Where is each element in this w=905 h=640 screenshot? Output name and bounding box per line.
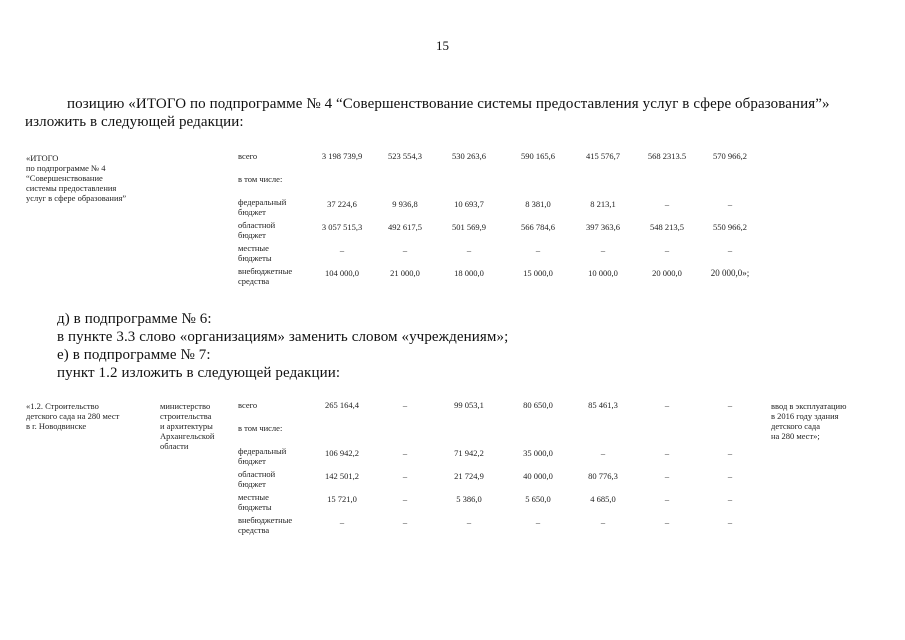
value-cell: – bbox=[466, 517, 472, 527]
value-cell: 80 650,0 bbox=[523, 400, 553, 410]
row-label-line: всего bbox=[238, 400, 258, 410]
value-cell: 570 966,2 bbox=[713, 151, 747, 161]
value-cell: 397 363,6 bbox=[586, 222, 620, 232]
value-cell: 15 721,0 bbox=[327, 494, 357, 504]
table2-item-line: детского сада на 280 мест bbox=[26, 411, 120, 421]
value-cell: – bbox=[402, 471, 408, 481]
page-number: 15 bbox=[436, 38, 449, 53]
value-cell: – bbox=[727, 448, 733, 458]
row-label bbox=[238, 220, 275, 240]
value-cell: 530 263,6 bbox=[452, 151, 486, 161]
value-cell: 501 569,9 bbox=[452, 222, 486, 232]
value-cell: 15 000,0 bbox=[523, 268, 553, 278]
table2-result-line: ввод в эксплуатацию bbox=[771, 401, 847, 411]
row-label-line: внебюджетные bbox=[238, 515, 293, 525]
table1-title-line: “Совершенствование bbox=[26, 173, 103, 183]
row-label-line: средства bbox=[238, 276, 270, 286]
value-cell: 10 693,7 bbox=[454, 199, 484, 209]
value-cell: 40 000,0 bbox=[523, 471, 553, 481]
value-cell: – bbox=[339, 517, 345, 527]
row-label-line: местные bbox=[238, 492, 269, 502]
table1-title bbox=[26, 153, 126, 203]
value-cell: – bbox=[600, 448, 606, 458]
value-cell: 20 000,0»; bbox=[710, 268, 750, 278]
value-cell: 10 000,0 bbox=[588, 268, 618, 278]
row-label bbox=[238, 243, 272, 263]
body-line-d: д) в подпрограмме № 6: bbox=[57, 311, 212, 327]
value-cell: 106 942,2 bbox=[325, 448, 359, 458]
row-label-line: бюджет bbox=[238, 479, 266, 489]
table2-executor bbox=[160, 401, 214, 451]
value-cell: 71 942,2 bbox=[454, 448, 484, 458]
value-cell: 568 2313.5 bbox=[647, 151, 687, 161]
value-cell: 18 000,0 bbox=[454, 268, 484, 278]
value-cell: 9 936,8 bbox=[392, 199, 418, 209]
value-cell: – bbox=[727, 245, 733, 255]
intro-line-1: позицию «ИТОГО по подпрограмме № 4 “Совершенствование системы предоставления услуг в сфере образования”» bbox=[67, 96, 830, 112]
table2-executor-line: и архитектуры bbox=[160, 421, 213, 431]
value-cell: – bbox=[402, 494, 408, 504]
row-label bbox=[238, 400, 257, 410]
row-label bbox=[238, 515, 292, 535]
table2-executor-line: области bbox=[160, 441, 189, 451]
value-cell: 590 165,6 bbox=[521, 151, 555, 161]
table2-item-line: в г. Новодвинске bbox=[26, 421, 87, 431]
value-cell: 104 000,0 bbox=[325, 268, 359, 278]
value-cell: 415 576,7 bbox=[586, 151, 620, 161]
value-cell: – bbox=[402, 448, 408, 458]
value-cell: 265 164,4 bbox=[325, 400, 359, 410]
row-label-line: бюджет bbox=[238, 230, 266, 240]
value-cell: 5 650,0 bbox=[525, 494, 551, 504]
value-cell: – bbox=[727, 494, 733, 504]
body-line-replace: в пункте 3.3 слово «организациям» заменить словом «учреждениям»; bbox=[57, 329, 509, 345]
value-cell: – bbox=[664, 245, 670, 255]
table2-result-line: на 280 мест»; bbox=[771, 431, 820, 441]
row-label bbox=[238, 266, 292, 286]
table1-title-line: услуг в сфере образования” bbox=[26, 193, 127, 203]
value-cell: 8 381,0 bbox=[525, 199, 551, 209]
value-cell: 4 685,0 bbox=[590, 494, 616, 504]
row-label-line: внебюджетные bbox=[238, 266, 293, 276]
value-cell: – bbox=[600, 517, 606, 527]
row-label-line: в том числе: bbox=[238, 423, 283, 433]
value-cell: – bbox=[664, 199, 670, 209]
value-cell: – bbox=[535, 245, 541, 255]
value-cell: – bbox=[664, 517, 670, 527]
body-line-e: е) в подпрограмме № 7: bbox=[57, 347, 211, 363]
value-cell: – bbox=[600, 245, 606, 255]
table2-executor-line: Архангельской bbox=[160, 431, 215, 441]
value-cell: 492 617,5 bbox=[388, 222, 422, 232]
intro-line-2: изложить в следующей редакции: bbox=[25, 114, 244, 130]
table1-title-line: «ИТОГО bbox=[26, 153, 59, 163]
table2-result-line: детского сада bbox=[771, 421, 821, 431]
row-label-line: местные bbox=[238, 243, 269, 253]
row-label-line: всего bbox=[238, 151, 258, 161]
table2-item bbox=[26, 401, 119, 431]
value-cell: – bbox=[402, 400, 408, 410]
value-cell: – bbox=[535, 517, 541, 527]
row-label bbox=[238, 492, 272, 512]
row-label-line: бюджет bbox=[238, 456, 266, 466]
value-cell: – bbox=[402, 245, 408, 255]
value-cell: 523 554,3 bbox=[388, 151, 422, 161]
value-cell: 35 000,0 bbox=[523, 448, 553, 458]
table1-title-line: системы предоставления bbox=[26, 183, 117, 193]
row-label-line: бюджет bbox=[238, 207, 266, 217]
row-label-line: в том числе: bbox=[238, 174, 283, 184]
value-cell: – bbox=[727, 471, 733, 481]
value-cell: – bbox=[664, 400, 670, 410]
table2-result bbox=[771, 401, 846, 441]
value-cell: 550 966,2 bbox=[713, 222, 747, 232]
value-cell: – bbox=[727, 400, 733, 410]
row-label bbox=[238, 469, 275, 489]
table2-item-line: «1.2. Строительство bbox=[26, 401, 99, 411]
row-label-line: федеральный bbox=[238, 446, 287, 456]
value-cell: 99 053,1 bbox=[454, 400, 484, 410]
value-cell: 21 724,9 bbox=[454, 471, 484, 481]
value-cell: 3 057 515,3 bbox=[321, 222, 363, 232]
value-cell: – bbox=[727, 517, 733, 527]
value-cell: 85 461,3 bbox=[588, 400, 618, 410]
row-label-line: областной bbox=[238, 220, 276, 230]
row-label bbox=[238, 197, 286, 217]
row-label-line: бюджеты bbox=[238, 253, 272, 263]
table2-result-line: в 2016 году здания bbox=[771, 411, 839, 421]
table1-title-line: по подпрограмме № 4 bbox=[26, 163, 106, 173]
value-cell: 3 198 739,9 bbox=[321, 151, 363, 161]
value-cell: 5 386,0 bbox=[456, 494, 482, 504]
row-label bbox=[238, 151, 257, 161]
value-cell: – bbox=[466, 245, 472, 255]
value-cell: 37 224,6 bbox=[327, 199, 357, 209]
value-cell: 548 213,5 bbox=[650, 222, 684, 232]
value-cell: – bbox=[664, 448, 670, 458]
row-label bbox=[238, 446, 286, 466]
value-cell: 566 784,6 bbox=[521, 222, 555, 232]
value-cell: 21 000,0 bbox=[390, 268, 420, 278]
row-label bbox=[238, 174, 282, 184]
row-label-line: федеральный bbox=[238, 197, 287, 207]
value-cell: – bbox=[664, 471, 670, 481]
row-label-line: бюджеты bbox=[238, 502, 272, 512]
row-label bbox=[238, 423, 282, 433]
table2-executor-line: министерство bbox=[160, 401, 211, 411]
value-cell: – bbox=[402, 517, 408, 527]
row-label-line: средства bbox=[238, 525, 270, 535]
value-cell: 20 000,0 bbox=[652, 268, 682, 278]
value-cell: 8 213,1 bbox=[590, 199, 616, 209]
value-cell: 142 501,2 bbox=[325, 471, 359, 481]
value-cell: – bbox=[727, 199, 733, 209]
body-line-point: пункт 1.2 изложить в следующей редакции: bbox=[57, 365, 341, 381]
value-cell: 80 776,3 bbox=[588, 471, 618, 481]
table2-executor-line: строительства bbox=[160, 411, 212, 421]
value-cell: – bbox=[664, 494, 670, 504]
row-label-line: областной bbox=[238, 469, 276, 479]
value-cell: – bbox=[339, 245, 345, 255]
